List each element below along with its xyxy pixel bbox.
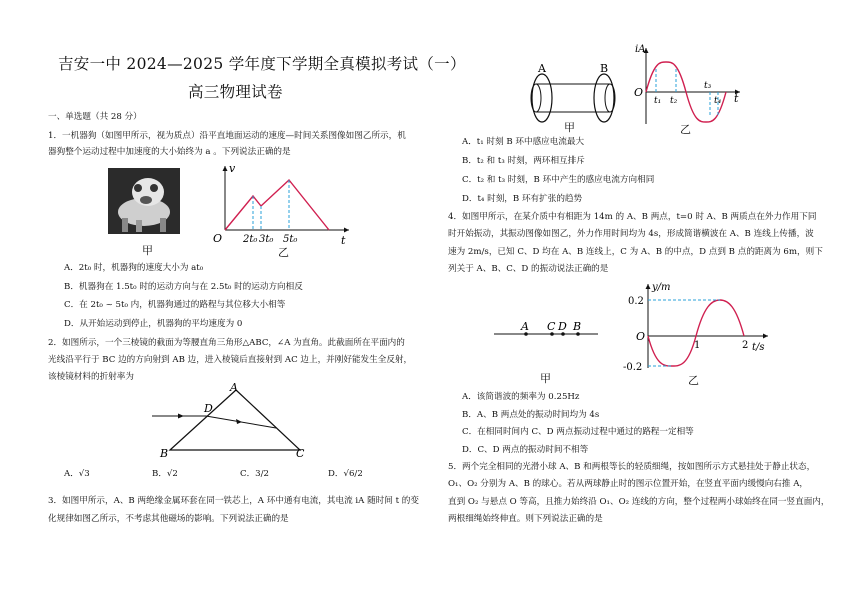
q2-stem-line3: 该棱镜材料的折射率为: [48, 372, 134, 382]
q1-stem-line1: 1．一机器狗（如图甲所示，视为质点）沿平直地面运动的速度—时间关系图像如图乙所示，机: [48, 131, 406, 141]
q5-stem-line1: 5．两个完全相同的光滑小球 A、B 和两根等长的轻质细绳，按如图所示方式悬挂处于静止状态，: [448, 462, 816, 472]
q2-stem-line2: 光线沿平行于 BC 边的方向射到 AB 边，进入棱镜后直接射到 AC 边上，并刚好能发生全反射，: [48, 355, 413, 365]
q1-vt-graph: [205, 160, 355, 250]
vt-curve: [225, 180, 329, 230]
q4-label-a: A: [521, 320, 529, 333]
q1-fig-right-caption: 乙: [278, 246, 289, 259]
q3-tick-t4: t₄: [714, 96, 722, 106]
q4-stem-line3: 速为 2m/s，已知 C、D 均在 A、B 连线上，C 为 A、B 的中点，D 点到 B 点的距离为 6m，则下: [448, 247, 823, 257]
q1-origin: O: [213, 232, 223, 245]
robot-dog-image: [108, 168, 180, 234]
q5-stem-line3: 直到 O₂ 与悬点 O 等高，且推力始终沿 O₁、O₂ 连线的方向，整个过程两小球始终在同一竖直面内，: [448, 497, 830, 507]
q4-x-label: t/s: [752, 342, 765, 353]
q4-label-b: B: [573, 320, 582, 333]
q1-option-c: C．在 2t₀ ~ 5t₀ 内，机器狗通过的路程与其位移大小相等: [64, 300, 286, 310]
q4-yt-graph: [618, 280, 778, 370]
vibration-curve: [648, 300, 744, 366]
q2-option-b: B．√2: [152, 469, 178, 479]
page-subtitle: 高三物理试卷: [188, 83, 283, 101]
q2-label-c: C: [296, 447, 305, 460]
q2-option-a: A．√3: [64, 469, 90, 479]
q4-option-d: D．C、D 两点的振动时间不相等: [462, 445, 589, 455]
q3-tick-t2: t₂: [670, 96, 678, 106]
q3-x-label: t: [734, 92, 739, 105]
q1-stem-line2: 器狗整个运动过程中加速度的大小始终为 a 。下列说法正确的是: [48, 147, 291, 157]
q4-stem-line4: 列关于 A、B、C、D 的振动说法正确的是: [448, 264, 609, 274]
q3-stem-line1: 3．如图甲所示，A、B 两绝缘金属环套在同一铁芯上，A 环中通有电流，其电流 iA 随时间 t 的变: [48, 496, 419, 506]
q1-option-a: A．2t₀ 时，机器狗的速度大小为 at₀: [64, 263, 204, 273]
x-axis-arrow-icon: [344, 228, 349, 233]
q3-tick-t3: t₃: [704, 81, 712, 91]
q5-stem-line4: 两根细绳始终伸直。则下列说法正确的是: [448, 514, 603, 524]
q3-fig-left-caption: 甲: [564, 121, 575, 134]
q4-stem-line2: 时开始振动，其振动图像如图乙，外力作用时间均为 4s，形成简谐横波在 A、B 连线上传播，波: [448, 229, 814, 239]
q3-option-c: C．t₂ 和 t₃ 时刻，B 环中产生的感应电流方向相同: [462, 175, 655, 185]
q1-tick-5t0: 5t₀: [283, 234, 298, 245]
q4-y-label: y/m: [652, 282, 671, 293]
prism-triangle: [170, 390, 300, 450]
q4-points-line: [490, 318, 602, 344]
q2-label-a: A: [230, 382, 238, 394]
q1-option-d: D．从开始运动到停止，机器狗的平均速度为 0: [64, 319, 243, 329]
q3-it-graph: [630, 42, 746, 128]
q1-tick-2t0: 2t₀: [243, 234, 258, 245]
q4-x-tick-1: 1: [694, 340, 701, 351]
q3-tick-t1: t₁: [654, 96, 662, 106]
q2-stem-line1: 2．如图所示，一个三棱镜的截面为等腰直角三角形△ABC，∠A 为直角。此截面所在平面内的: [48, 338, 405, 348]
q4-stem-line1: 4．如图甲所示，在某介质中有相距为 14m 的 A、B 两点，t=0 时 A、B 两质点在外力作用下同: [448, 212, 817, 222]
q1-x-label: t: [341, 234, 346, 247]
section-label: 一、单选题（共 28 分）: [48, 112, 142, 122]
y-axis-arrow-icon: [646, 284, 651, 289]
q5-stem-line2: O₁、O₂ 分别为 A、B 的球心。若从两球静止时的图示位置开始，在竖直平面内缓慢向右推 A，: [448, 479, 809, 489]
x-axis-arrow-icon: [763, 334, 768, 339]
q3-ring-label-b: B: [600, 62, 609, 75]
q1-fig-left-caption: 甲: [142, 244, 153, 257]
q4-option-c: C．在相同时间内 C、D 两点振动过程中通过的路程一定相等: [462, 427, 694, 437]
q4-fig-left-caption: 甲: [540, 372, 551, 385]
incident-ray-arrow-icon: [178, 414, 184, 419]
y-axis-arrow-icon: [223, 166, 228, 171]
q4-option-b: B．A、B 两点处的振动时间均为 4s: [462, 410, 600, 420]
q2-option-c: C．3/2: [240, 469, 269, 479]
q3-fig-right-caption: 乙: [680, 123, 691, 136]
q1-option-b: B．机器狗在 1.5t₀ 时的运动方向与在 2.5t₀ 时的运动方向相反: [64, 282, 303, 292]
q3-ring-label-a: A: [538, 62, 546, 75]
q3-y-label: iA: [635, 44, 646, 55]
q3-origin: O: [634, 86, 644, 99]
q3-stem-line2: 化规律如图乙所示，不考虑其他磁场的影响。下列说法正确的是: [48, 514, 289, 524]
ring-a-icon: [532, 74, 552, 122]
page-title: 吉安一中 2024—2025 学年度下学期全真模拟考试（一）: [58, 55, 466, 73]
q2-option-d: D．√6/2: [328, 469, 363, 479]
q2-prism-diagram: [148, 382, 318, 460]
refracted-ray-arrow-icon: [236, 419, 242, 424]
ring-b-icon: [594, 74, 614, 122]
q3-option-a: A．t₁ 时刻 B 环中感应电流最大: [462, 137, 585, 147]
q1-tick-3t0: 3t₀: [259, 234, 274, 245]
q2-label-b: B: [160, 447, 169, 460]
q3-option-b: B．t₂ 和 t₃ 时刻，两环相互排斥: [462, 156, 585, 166]
q4-label-d: D: [558, 320, 567, 333]
q4-y-tick-neg: -0.2: [623, 362, 643, 370]
q4-option-a: A．该简谐波的频率为 0.25Hz: [462, 392, 580, 402]
q4-x-tick-2: 2: [742, 340, 749, 351]
q4-y-tick-pos: 0.2: [628, 296, 644, 307]
q1-y-label: v: [229, 162, 236, 175]
q4-origin: O: [636, 330, 646, 343]
q3-option-d: D．t₄ 时刻，B 环有扩张的趋势: [462, 194, 583, 204]
q4-fig-right-caption: 乙: [688, 374, 699, 387]
q4-label-c: C: [547, 320, 556, 333]
q2-label-d: D: [204, 402, 213, 415]
